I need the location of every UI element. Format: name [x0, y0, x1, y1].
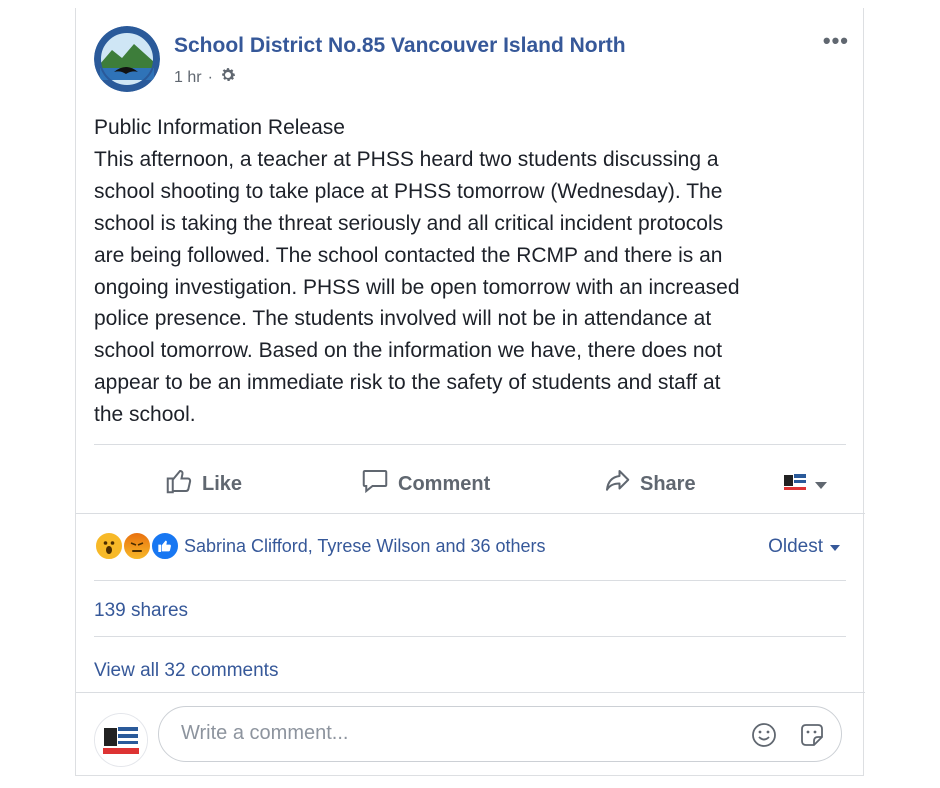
share-button[interactable] [602, 454, 696, 514]
meta-separator: · [207, 68, 213, 86]
gear-icon[interactable] [219, 66, 237, 89]
post-line: school is taking the threat seriously and all critical incident protocols [94, 211, 724, 235]
angry-icon [122, 531, 152, 561]
divider [76, 513, 865, 514]
chevron-down-icon [829, 536, 841, 558]
post-line: school shooting to take place at PHSS tomorrow (Wednesday). The [94, 179, 723, 203]
post-line: police presence. The students involved will not be in attendance at [94, 307, 712, 331]
post-time[interactable]: 1 hr [174, 68, 202, 86]
post-line: are being followed. The school contacted the RCMP and there is an [94, 243, 723, 267]
post-body [94, 112, 854, 431]
share-icon [602, 466, 632, 502]
like-icon [150, 531, 180, 561]
post-line: Public Information Release [94, 116, 345, 139]
post-line: appear to be an immediate risk to the safety of students and staff at [94, 371, 721, 395]
like-button[interactable] [164, 454, 242, 514]
post-line: school tomorrow. Based on the information we have, there does not [94, 339, 723, 363]
thumbs-up-icon [164, 466, 194, 502]
comment-button[interactable] [360, 454, 490, 514]
sticker-icon[interactable] [797, 720, 827, 750]
sort-comments-dropdown[interactable] [768, 536, 841, 558]
share-label: Share [640, 472, 696, 495]
commenter-avatar[interactable] [94, 713, 148, 767]
page-thumbnail-icon [782, 470, 808, 498]
comment-label: Comment [398, 472, 491, 495]
page-avatar[interactable] [94, 26, 160, 92]
view-comments-link[interactable]: View all 32 comments [94, 660, 279, 681]
more-icon[interactable]: ••• [822, 28, 849, 53]
page-name-link[interactable]: School District No.85 Vancouver Island North [174, 34, 626, 57]
chevron-down-icon [814, 473, 828, 496]
comment-icon [360, 466, 390, 502]
post-card [75, 8, 864, 776]
reactions-summary[interactable] [94, 531, 546, 561]
comment-input[interactable] [179, 721, 723, 746]
divider [94, 444, 846, 445]
post-line: ongoing investigation. PHSS will be open tomorrow with an increased [94, 275, 740, 299]
post-as-selector[interactable] [782, 454, 828, 514]
post-meta [174, 66, 237, 89]
like-label: Like [202, 472, 243, 495]
sort-label: Oldest [768, 536, 823, 557]
divider [94, 636, 846, 637]
post-line: This afternoon, a teacher at PHSS heard two students discussing a [94, 147, 719, 171]
divider [94, 580, 846, 581]
divider [76, 692, 865, 693]
shares-link[interactable]: 139 shares [94, 600, 189, 621]
post-line: the school. [94, 403, 196, 427]
emoji-icon[interactable] [749, 720, 779, 750]
comment-composer[interactable] [158, 706, 842, 762]
wow-icon [94, 531, 124, 561]
reaction-names[interactable]: Sabrina Clifford, Tyrese Wilson and 36 others [184, 535, 546, 556]
action-bar [94, 454, 846, 514]
